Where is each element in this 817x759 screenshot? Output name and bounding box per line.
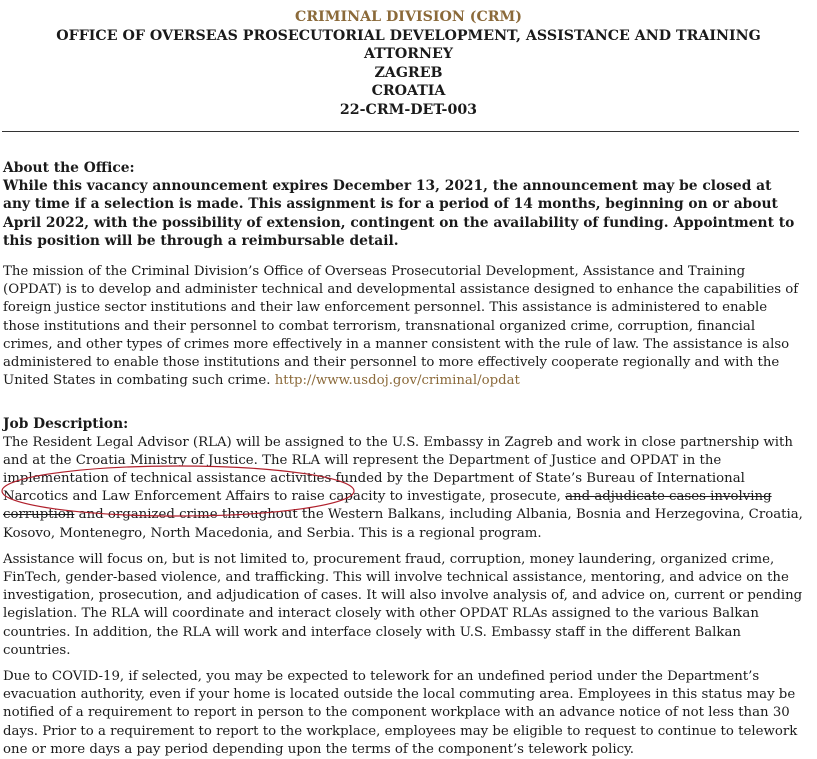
division-title: CRIMINAL DIVISION (CRM): [295, 9, 522, 25]
reference-number: 22-CRM-DET-003: [339, 101, 478, 118]
document-header: [0, 0, 817, 119]
struck-text: and adjudicate cases involving corruption: [3, 489, 772, 523]
job-paragraph-2: Assistance will focus on, but is not limited to, procurement fraud, corruption, money laundering, organized crime, FinTech, gender-based violence, and trafficking. This will involve technical assistance, mentoring, and advice on the investigation, prosecution, and adjudication of cases. It will also involve analysis of, and advice on, current or pending legislation. The RLA will coordinate and interact closely with other OPDAT RLAs assigned to the various Balkan countries. In addition, the RLA will work and interface closely with U.S. Embassy staff in the different Balkan countries.: [3, 551, 803, 658]
job-heading: Job Description:: [3, 416, 129, 433]
mission-paragraph: [3, 263, 803, 390]
opdat-link[interactable]: http://www.usdoj.gov/criminal/opdat: [274, 373, 520, 389]
about-heading: About the Office:: [3, 160, 135, 176]
city-name: ZAGREB: [374, 64, 443, 81]
country-name: CROATIA: [371, 83, 446, 99]
header-divider: [2, 131, 799, 132]
position-title: ATTORNEY: [364, 46, 453, 62]
vacancy-notice: While this vacancy announcement expires December 13, 2021, the announcement may be closed at any time if a selection is made. This assignment is for a period of 14 months, beginning on or about April 2022, with the possibility of extension, contingent on the availability of funding. Appointment to this position will be through a reimbursable detail.: [3, 178, 795, 249]
job-text-1b: and organized crime throughout the Western Balkans, including Albania, Bosnia and Herzegovina, Croatia, Kosovo, Montenegro, North Macedonia, and Serbia. This is a regional program.: [3, 507, 803, 541]
job-text-1a: The Resident Legal Advisor (RLA) will be assigned to the U.S. Embassy in Zagreb and work in close partnership with and at the Croatia Ministry of Justice. The RLA will represent the Department of Justice and OPDAT in the implementation of technical assistance activities funded by the Department of State’s Bureau of International Narcotics and Law Enforcement Affairs to raise capacity to investigate, prosecute,: [3, 434, 793, 505]
job-paragraph-1: [3, 434, 803, 543]
office-title: OFFICE OF OVERSEAS PROSECUTORIAL DEVELOPMENT, ASSISTANCE AND TRAINING: [56, 27, 761, 44]
document-body: [3, 159, 803, 759]
mission-text: The mission of the Criminal Division’s Office of Overseas Prosecutorial Development, Assistance and Training (OPDAT) is to develop and administer technical and developmental assistance designed to enhance the capabilities of foreign justice sector institutions and their law enforcement personnel. This assistance is administered to enable those institutions and their personnel to combat terrorism, transnational organized crime, corruption, financial crimes, and other types of crimes more effectively in a manner consistent with the rule of law. The assistance is also administered to enable those institutions and their personnel to more effectively cooperate regionally and with the United States in combating such crime.: [3, 264, 799, 389]
job-paragraph-3: Due to COVID-19, if selected, you may be expected to telework for an undefined period under the Department’s evacuation authority, even if your home is located outside the local commuting area. Employees in this status may be notified of a requirement to report in person to the component workplace with an advance notice of not less than 30 days. Prior to a requirement to report to the workplace, employees may be eligible to request to continue to telework one or more days a pay period depending upon the terms of the component’s telework policy.: [3, 669, 798, 757]
